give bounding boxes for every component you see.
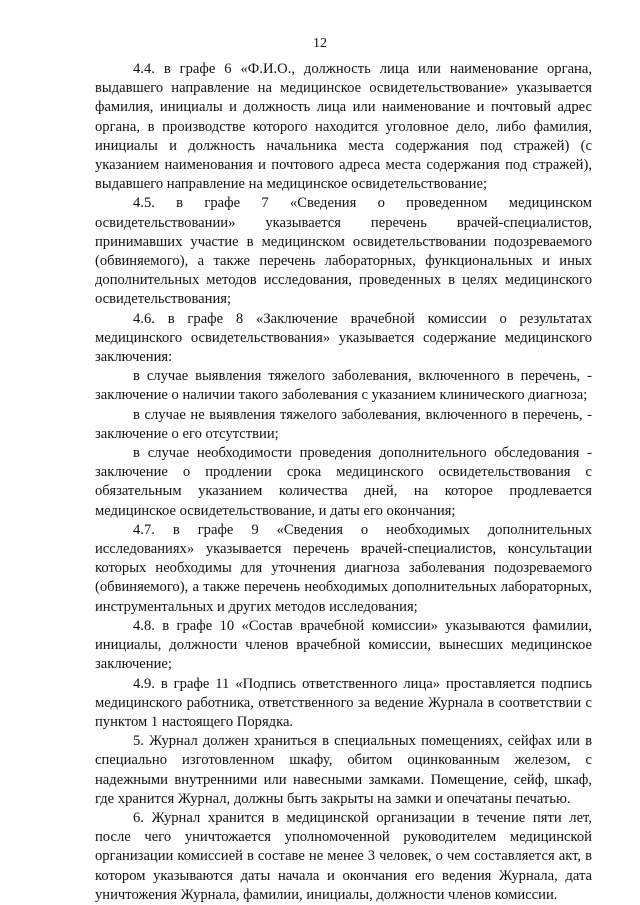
paragraph-4-4: 4.4. в графе 6 «Ф.И.О., должность лица или наименование органа, выдавшего направление на медицинское освидетельствование» указывается фамилия, инициалы и должность лица или наименование и почтовый адрес органа, в производстве которого находится уголовное дело, либо фамилия, инициалы и должность начальника места содержания под стражей) (с указанием наименования и почтового адреса места содержания под стражей), выдавшего направление на медицинское освидетельствование; <box>95 61 592 193</box>
paragraph-6: 6. Журнал хранится в медицинской организации в течение пяти лет, после чего уничтожается уполномоченной руководителем медицинской организации комиссией в составе не менее 3 человек, о чем составляется акт, в котором указываются даты начала и окончания его ведения Журнала, дата уничтожения Журнала, фамилии, инициалы, должности членов комиссии. <box>95 809 592 903</box>
document-body <box>95 60 592 905</box>
paragraph-4-7: 4.7. в графе 9 «Сведения о необходимых дополнительных исследованиях» указывается перечень врачей-специалистов, консультации которых необходимы для уточнения диагноза заболевания подозреваемого (обвиняемого), а также перечень необходимых дополнительных лабораторных, инструментальных и других методов исследования; <box>95 521 592 615</box>
paragraph-5: 5. Журнал должен храниться в специальных помещениях, сейфах или в специально изготовленном шкафу, обитом оцинкованным железом, с надежными внутренними или навесными замками. Помещение, сейф, шкаф, где хранится Журнал, должны быть закрыты на замки и опечатаны печатью. <box>95 733 592 807</box>
paragraph-4-6: 4.6. в графе 8 «Заключение врачебной комиссии о результатах медицинского освидетельствования» указывается содержание медицинского заключения: <box>95 310 592 366</box>
paragraph-4-6-case-not-detected: в случае не выявления тяжелого заболевания, включенного в перечень, - заключение о его отсутствии; <box>95 406 592 442</box>
paragraph-4-6-case-additional-exam: в случае необходимости проведения дополнительного обследования - заключение о продлении срока медицинского освидетельствования с обязательным указанием количества дней, на которое продлевается медицинское освидетельствование, и даты его окончания; <box>95 445 592 519</box>
paragraph-4-8: 4.8. в графе 10 «Состав врачебной комиссии» указываются фамилии, инициалы, должности членов врачебной комиссии, вынесших медицинское заключение; <box>95 617 592 673</box>
paragraph-4-5: 4.5. в графе 7 «Сведения о проведенном медицинском освидетельствовании» указывается перечень врачей-специалистов, принимавших участие в медицинском освидетельствовании подозреваемого (обвиняемого), а также перечень лабораторных, функциональных и иных дополнительных методов исследования, проведенных в целях медицинского освидетельствования; <box>95 195 592 308</box>
paragraph-4-6-case-detected: в случае выявления тяжелого заболевания, включенного в перечень, - заключение о наличии такого заболевания с указанием клинического диагноза; <box>95 368 592 404</box>
page-number: 12 <box>313 36 327 51</box>
paragraph-4-9: 4.9. в графе 11 «Подпись ответственного лица» проставляется подпись медицинского работника, ответственного за ведение Журнала в соответствии с пунктом 1 настоящего Порядка. <box>95 675 592 730</box>
